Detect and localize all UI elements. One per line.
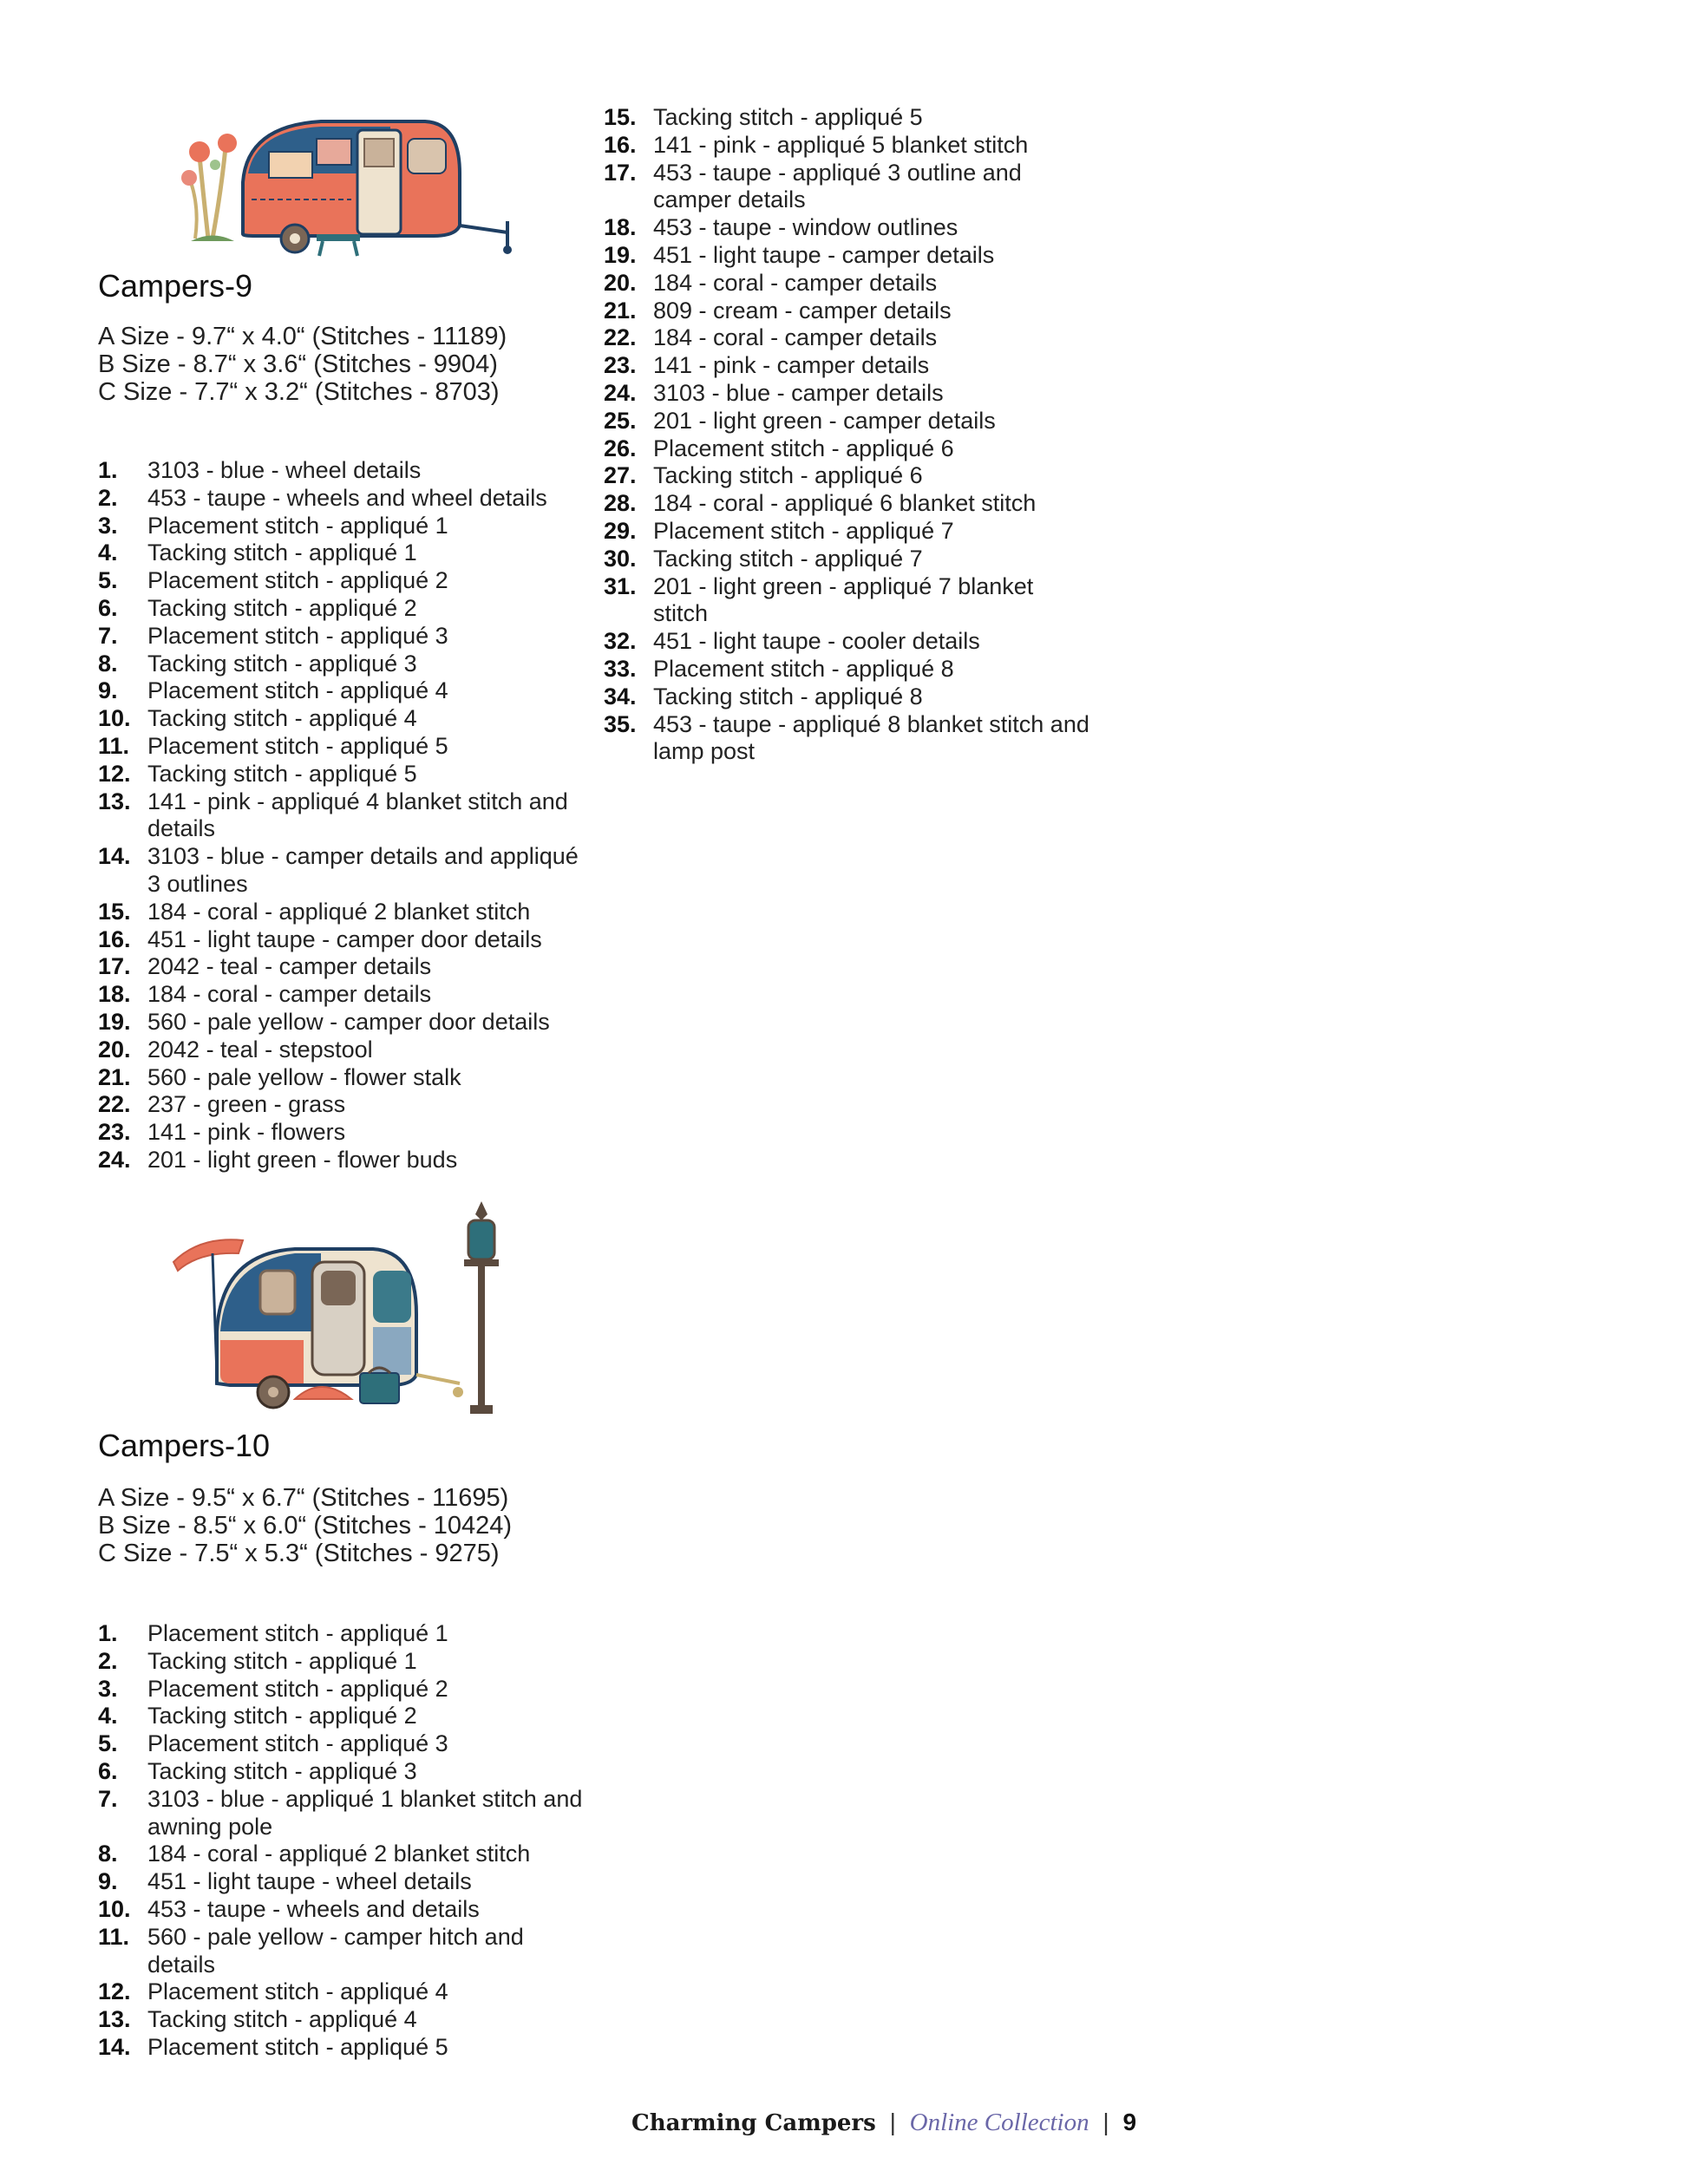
step-text: 184 - coral - camper details bbox=[653, 324, 938, 351]
wheel-icon bbox=[258, 1376, 289, 1408]
list-item bbox=[98, 1786, 584, 1841]
step-text: 184 - coral - appliqué 2 blanket stitch bbox=[147, 898, 531, 925]
step-number: 24. bbox=[604, 379, 637, 406]
lamp-post-icon bbox=[464, 1201, 499, 1414]
list-item bbox=[98, 1758, 584, 1786]
step-text: Placement stitch - appliqué 6 bbox=[653, 435, 954, 461]
page-number: 9 bbox=[1122, 2109, 1137, 2135]
list-item bbox=[98, 1064, 584, 1092]
step-text: Tacking stitch - appliqué 4 bbox=[147, 2006, 417, 2033]
list-item bbox=[98, 1841, 584, 1868]
list-item bbox=[98, 1676, 584, 1703]
step-number: 14. bbox=[98, 2033, 131, 2060]
campers-10-illustration bbox=[165, 1201, 512, 1427]
list-item bbox=[98, 843, 584, 899]
list-item bbox=[98, 457, 584, 485]
step-number: 1. bbox=[98, 457, 118, 483]
step-text: 3103 - blue - camper details bbox=[653, 379, 944, 406]
list-item bbox=[98, 651, 584, 678]
step-number: 27. bbox=[604, 462, 637, 489]
step-number: 1. bbox=[98, 1620, 118, 1646]
step-text: 141 - pink - flowers bbox=[147, 1119, 346, 1146]
list-item bbox=[98, 761, 584, 788]
step-text: Tacking stitch - appliqué 8 bbox=[653, 683, 923, 709]
list-item bbox=[98, 2006, 584, 2034]
step-number: 15. bbox=[98, 898, 131, 925]
list-item bbox=[604, 490, 1089, 518]
step-text: 201 - light green - camper details bbox=[653, 407, 996, 434]
campers-9-title: Campers-9 bbox=[98, 268, 253, 304]
step-text: Placement stitch - appliqué 1 bbox=[147, 512, 448, 539]
size-c: C Size - 7.7“ x 3.2“ (Stitches - 8703) bbox=[98, 378, 500, 406]
list-item bbox=[98, 953, 584, 981]
step-number: 11. bbox=[98, 1923, 130, 1950]
list-item bbox=[604, 683, 1089, 711]
page-footer bbox=[631, 2109, 1136, 2137]
step-text: 453 - taupe - appliqué 3 outline and camper details bbox=[653, 159, 1022, 213]
step-number: 21. bbox=[98, 1063, 131, 1090]
list-item bbox=[98, 1924, 584, 1979]
step-text: Tacking stitch - appliqué 1 bbox=[147, 539, 417, 566]
list-item bbox=[98, 1896, 584, 1924]
campers-9-steps-list bbox=[98, 457, 584, 1174]
list-item bbox=[98, 1147, 584, 1174]
step-number: 6. bbox=[98, 1757, 118, 1784]
list-item bbox=[604, 628, 1089, 656]
step-text: 560 - pale yellow - camper hitch and details bbox=[147, 1923, 524, 1978]
step-text: 141 - pink - appliqué 5 blanket stitch bbox=[653, 131, 1029, 158]
size-b: B Size - 8.7“ x 3.6“ (Stitches - 9904) bbox=[98, 350, 498, 378]
step-number: 20. bbox=[98, 1036, 131, 1063]
step-number: 3. bbox=[98, 1675, 118, 1702]
list-item bbox=[604, 132, 1089, 160]
list-item bbox=[98, 567, 584, 595]
list-item bbox=[604, 270, 1089, 298]
step-number: 12. bbox=[98, 1978, 131, 2005]
list-item bbox=[98, 899, 584, 926]
step-number: 33. bbox=[604, 655, 637, 682]
step-number: 23. bbox=[604, 352, 637, 379]
step-text: Placement stitch - appliqué 5 bbox=[147, 2033, 448, 2060]
step-number: 10. bbox=[98, 705, 131, 732]
campers-10-title: Campers-10 bbox=[98, 1428, 271, 1463]
step-text: Tacking stitch - appliqué 2 bbox=[147, 594, 417, 621]
step-text: 3103 - blue - wheel details bbox=[147, 457, 422, 483]
step-number: 32. bbox=[604, 628, 637, 655]
step-number: 34. bbox=[604, 683, 637, 709]
list-item bbox=[98, 1036, 584, 1064]
list-item bbox=[98, 677, 584, 705]
list-item bbox=[604, 573, 1089, 629]
list-item bbox=[98, 926, 584, 954]
step-text: 451 - light taupe - cooler details bbox=[653, 628, 980, 655]
step-text: 184 - coral - appliqué 6 blanket stitch bbox=[653, 490, 1037, 517]
list-item bbox=[604, 656, 1089, 683]
step-number: 18. bbox=[98, 981, 131, 1008]
step-number: 31. bbox=[604, 572, 637, 599]
step-number: 35. bbox=[604, 710, 637, 737]
step-number: 30. bbox=[604, 545, 637, 572]
step-text: 451 - light taupe - wheel details bbox=[147, 1868, 472, 1895]
step-text: 141 - pink - camper details bbox=[653, 352, 930, 379]
step-number: 8. bbox=[98, 1841, 118, 1867]
list-item bbox=[604, 104, 1089, 132]
step-number: 8. bbox=[98, 650, 118, 677]
step-number: 3. bbox=[98, 512, 118, 539]
step-text: 453 - taupe - window outlines bbox=[653, 214, 958, 241]
campers-9-sizes bbox=[98, 323, 507, 406]
list-item bbox=[98, 1730, 584, 1758]
step-text: Placement stitch - appliqué 1 bbox=[147, 1620, 448, 1646]
step-text: Tacking stitch - appliqué 5 bbox=[653, 104, 923, 130]
step-number: 17. bbox=[604, 159, 637, 186]
step-text: 453 - taupe - wheels and wheel details bbox=[147, 484, 547, 511]
footer-separator: | bbox=[889, 2109, 896, 2135]
step-number: 9. bbox=[98, 677, 118, 704]
list-item bbox=[604, 462, 1089, 490]
step-text: Placement stitch - appliqué 2 bbox=[147, 567, 448, 594]
footer-brand: Charming Campers bbox=[631, 2110, 876, 2136]
camper-body bbox=[217, 1249, 416, 1385]
step-text: Tacking stitch - appliqué 3 bbox=[147, 1757, 417, 1784]
list-item bbox=[604, 435, 1089, 463]
list-item bbox=[98, 1009, 584, 1036]
step-text: 201 - light green - appliqué 7 blanket stitch bbox=[653, 572, 1034, 627]
step-text: 141 - pink - appliqué 4 blanket stitch and details bbox=[147, 788, 568, 842]
list-item bbox=[98, 733, 584, 761]
list-item bbox=[98, 1620, 584, 1648]
step-text: 560 - pale yellow - camper door details bbox=[147, 1008, 550, 1035]
step-number: 7. bbox=[98, 1785, 118, 1812]
list-item bbox=[604, 214, 1089, 242]
list-item bbox=[98, 788, 584, 844]
step-text: 184 - coral - camper details bbox=[653, 269, 938, 296]
list-item bbox=[604, 518, 1089, 546]
footer-collection: Online Collection bbox=[909, 2109, 1089, 2136]
flower-icon bbox=[181, 134, 237, 241]
step-text: 2042 - teal - stepstool bbox=[147, 1036, 373, 1063]
step-number: 20. bbox=[604, 269, 637, 296]
step-number: 16. bbox=[604, 131, 637, 158]
campers-10-sizes bbox=[98, 1484, 512, 1567]
step-text: 560 - pale yellow - flower stalk bbox=[147, 1063, 461, 1090]
list-item bbox=[98, 1703, 584, 1730]
step-number: 21. bbox=[604, 297, 637, 324]
step-text: 201 - light green - flower buds bbox=[147, 1146, 458, 1173]
step-number: 17. bbox=[98, 953, 131, 980]
list-item bbox=[98, 1978, 584, 2006]
wheel-icon bbox=[281, 225, 309, 252]
step-number: 13. bbox=[98, 788, 131, 814]
step-number: 2. bbox=[98, 484, 118, 511]
campers-10-steps-list bbox=[98, 1620, 584, 2062]
step-text: 451 - light taupe - camper details bbox=[653, 241, 995, 268]
step-number: 16. bbox=[98, 925, 131, 952]
step-number: 23. bbox=[98, 1119, 131, 1146]
step-text: 237 - green - grass bbox=[147, 1091, 346, 1118]
step-number: 13. bbox=[98, 2006, 131, 2033]
list-item bbox=[98, 623, 584, 651]
list-item bbox=[604, 298, 1089, 325]
step-text: Placement stitch - appliqué 4 bbox=[147, 1978, 448, 2005]
step-text: Placement stitch - appliqué 2 bbox=[147, 1675, 448, 1702]
step-number: 19. bbox=[604, 241, 637, 268]
step-text: 453 - taupe - appliqué 8 blanket stitch and lamp post bbox=[653, 710, 1089, 765]
step-text: Tacking stitch - appliqué 4 bbox=[147, 705, 417, 732]
step-text: 184 - coral - appliqué 2 blanket stitch bbox=[147, 1841, 531, 1867]
list-item bbox=[98, 2034, 584, 2062]
list-item bbox=[98, 595, 584, 623]
campers-9-steps-list-continued bbox=[604, 104, 1089, 766]
list-item bbox=[98, 981, 584, 1009]
step-number: 24. bbox=[98, 1146, 131, 1173]
step-text: 809 - cream - camper details bbox=[653, 297, 952, 324]
footer-separator: | bbox=[1102, 2109, 1109, 2135]
step-text: Placement stitch - appliqué 3 bbox=[147, 1730, 448, 1757]
step-number: 5. bbox=[98, 567, 118, 594]
step-number: 2. bbox=[98, 1647, 118, 1674]
step-number: 14. bbox=[98, 843, 131, 870]
list-item bbox=[604, 711, 1089, 767]
step-number: 19. bbox=[98, 1008, 131, 1035]
list-item bbox=[604, 352, 1089, 380]
camper-body bbox=[243, 121, 460, 236]
list-item bbox=[98, 1091, 584, 1119]
list-item bbox=[98, 539, 584, 567]
step-text: Tacking stitch - appliqué 2 bbox=[147, 1703, 417, 1730]
step-number: 25. bbox=[604, 407, 637, 434]
step-number: 22. bbox=[604, 324, 637, 351]
step-text: 2042 - teal - camper details bbox=[147, 953, 432, 980]
step-text: Placement stitch - appliqué 8 bbox=[653, 655, 954, 682]
step-number: 6. bbox=[98, 594, 118, 621]
list-item bbox=[98, 1648, 584, 1676]
step-text: 453 - taupe - wheels and details bbox=[147, 1895, 480, 1922]
step-text: 184 - coral - camper details bbox=[147, 981, 432, 1008]
step-number: 9. bbox=[98, 1868, 118, 1895]
step-number: 5. bbox=[98, 1730, 118, 1757]
step-text: Placement stitch - appliqué 5 bbox=[147, 732, 448, 759]
campers-9-illustration bbox=[173, 104, 520, 260]
stepstool-icon bbox=[317, 234, 360, 256]
list-item bbox=[98, 1868, 584, 1896]
step-number: 26. bbox=[604, 435, 637, 461]
step-text: 3103 - blue - appliqué 1 blanket stitch and awning pole bbox=[147, 1785, 583, 1840]
list-item bbox=[604, 324, 1089, 352]
list-item bbox=[98, 513, 584, 540]
list-item bbox=[98, 1119, 584, 1147]
step-number: 4. bbox=[98, 539, 118, 566]
list-item bbox=[98, 485, 584, 513]
list-item bbox=[604, 160, 1089, 215]
step-text: Placement stitch - appliqué 7 bbox=[653, 517, 954, 544]
step-text: Tacking stitch - appliqué 5 bbox=[147, 760, 417, 787]
size-a: A Size - 9.7“ x 4.0“ (Stitches - 11189) bbox=[98, 323, 507, 350]
step-text: 3103 - blue - camper details and appliqué 3 outlines bbox=[147, 843, 579, 897]
step-text: Placement stitch - appliqué 3 bbox=[147, 622, 448, 649]
step-text: 451 - light taupe - camper door details bbox=[147, 925, 542, 952]
step-number: 7. bbox=[98, 622, 118, 649]
list-item bbox=[98, 705, 584, 733]
step-text: Tacking stitch - appliqué 3 bbox=[147, 650, 417, 677]
step-number: 10. bbox=[98, 1895, 131, 1922]
step-text: Tacking stitch - appliqué 6 bbox=[653, 462, 923, 489]
step-number: 22. bbox=[98, 1091, 131, 1118]
list-item bbox=[604, 408, 1089, 435]
size-a: A Size - 9.5“ x 6.7“ (Stitches - 11695) bbox=[98, 1484, 509, 1512]
step-number: 28. bbox=[604, 490, 637, 517]
step-number: 15. bbox=[604, 104, 637, 130]
cooler-icon bbox=[360, 1368, 399, 1403]
size-b: B Size - 8.5“ x 6.0“ (Stitches - 10424) bbox=[98, 1512, 513, 1540]
list-item bbox=[604, 546, 1089, 573]
step-number: 18. bbox=[604, 214, 637, 241]
step-number: 4. bbox=[98, 1703, 118, 1730]
step-text: Tacking stitch - appliqué 1 bbox=[147, 1647, 417, 1674]
step-text: Tacking stitch - appliqué 7 bbox=[653, 545, 923, 572]
list-item bbox=[604, 242, 1089, 270]
step-number: 29. bbox=[604, 517, 637, 544]
step-number: 12. bbox=[98, 760, 131, 787]
step-text: Placement stitch - appliqué 4 bbox=[147, 677, 448, 704]
size-c: C Size - 7.5“ x 5.3“ (Stitches - 9275) bbox=[98, 1540, 500, 1567]
step-number: 11. bbox=[98, 732, 130, 759]
list-item bbox=[604, 380, 1089, 408]
